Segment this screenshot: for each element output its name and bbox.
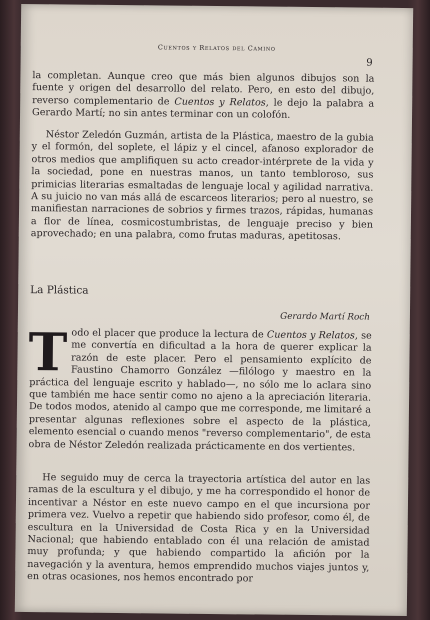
section-title: La Plástica — [30, 284, 89, 297]
running-head: Cuentos y Relatos del Camino — [157, 43, 276, 53]
paragraph-1 — [32, 70, 375, 123]
book-page — [15, 4, 413, 616]
paragraph-3 — [28, 322, 372, 455]
book-title-italic: Cuentos y Relatos — [174, 96, 266, 109]
page-number: 9 — [366, 57, 373, 69]
paragraph-2-text: Néstor Zeledón Guzmán, artista de la Plástica, maestro de la gubia y el formón, del soplete, el lápiz y el cincel, afanoso explorador de otros medios que amplifiquen su acto creador-intérprete de la vida y la sociedad, pone en nuestras manos, un tanto tembloroso, sus primicias literarias esmaltadas de lenguaje local y agilidad narrativa. A su juicio no van más allá de escarceos literarios; pero al nuestro, se manifiestan narraciones de sobrios y firmes trazos, rápidas, humanas a flor de línea, cosmicostumbristas, de lenguaje preciso y bien aprovechado; en una palabra, como frutas maduras, apetitosas. — [30, 129, 374, 243]
book-title-italic-2: Cuentos y Relatos — [266, 329, 355, 342]
author-name: Gerardo Martí Roch — [280, 311, 370, 323]
paragraph-3-text-a: odo el placer que produce la lectura de — [71, 327, 267, 341]
paragraph-1-text-a: la completan. Aunque creo que más bien algunos dibujos son la fuente y origen del desarrollo del relato. Pero, en esto del dibujo, reverso complementario de — [32, 70, 375, 108]
paragraph-4-text: He seguido muy de cerca la trayectoria artística del autor en las ramas de la escultura y el dibujo, y me ha correspondido el honor de incentivar a Néstor en este nuevo campo en el que incursiona por primera vez. Vuelvo a repetir que habiendo sido profesor, como él, de escultura en la Universidad de Costa Rica y en la Universidad Nacional; que habiendo entablado con él una relación de amistad muy profunda; y que habiendo compartido la afición por la navegación y la aventura, hemos emprendido muchos viajes juntos y, en otras ocasiones, nos hemos encontrado por — [27, 472, 371, 585]
paragraph-3-text-b: , se me convertía en dificultad a la hora de querer explicar la razón de este placer. Pero el pensamiento explícito de Faustino Chamorro González —filólogo y maestro en la práctica del lenguaje escrito y hablado—, no sólo me lo aclara sino que también me hace sentir como no ajeno a la apreciación literaria. De todos modos, atenido al campo que me corresponde, me limitaré a presentar algunas reflexiones sobre el aspecto de la plástica, elemento esencial o cuando menos "reverso complementario", de esta obra de Néstor Zeledón realizada prácticamente en dos vertientes. — [28, 330, 372, 454]
paragraph-2 — [31, 129, 374, 244]
paragraph-1-text-b: , le dejo la palabra a Gerardo Martí; no sin antes terminar con un colofón. — [31, 97, 375, 122]
paragraph-4 — [27, 472, 370, 587]
drop-cap: T — [28, 322, 68, 384]
